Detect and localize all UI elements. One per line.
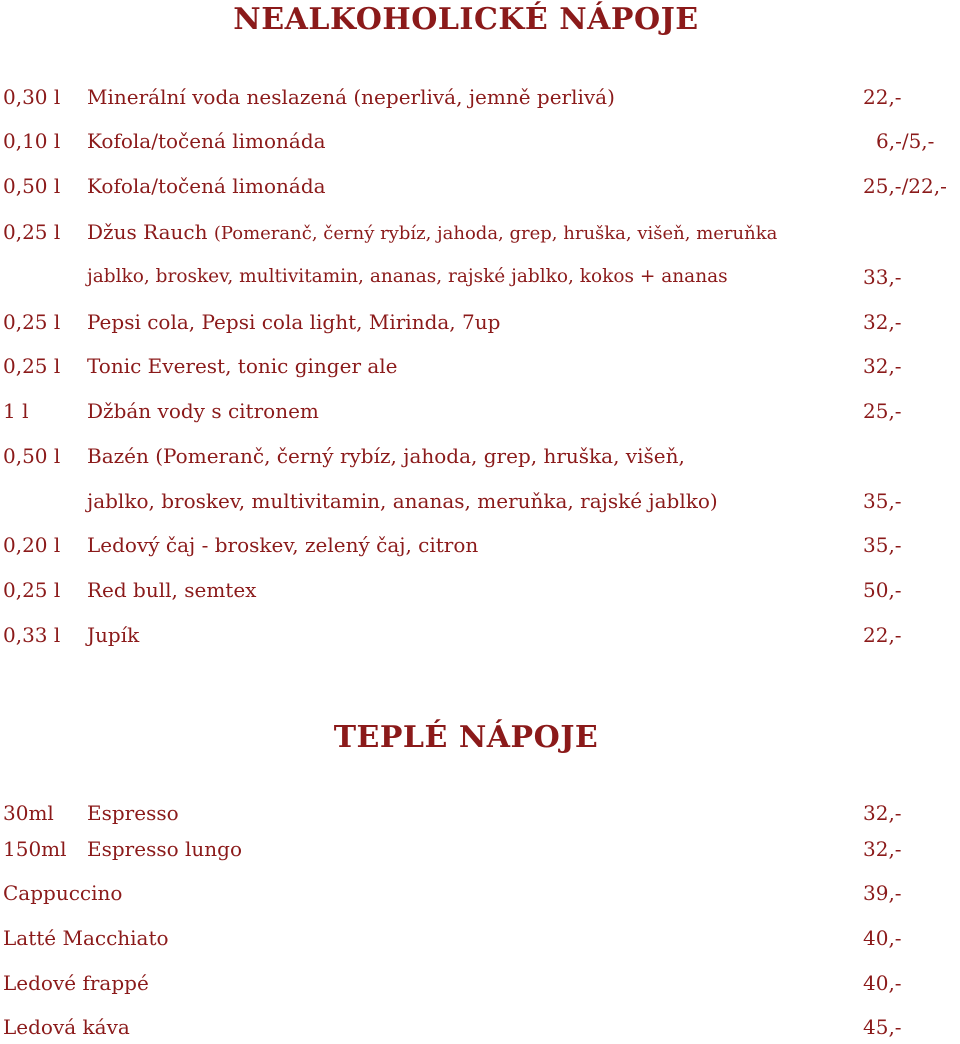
menu-row: [0, 125, 960, 157]
item-name: Kofola/točená limonáda: [87, 129, 326, 153]
price: 39,-: [863, 881, 902, 905]
item-name: Red bull, semtex: [87, 578, 257, 602]
price: 35,-: [863, 533, 902, 557]
menu-row: [0, 485, 960, 517]
menu-row: [0, 306, 960, 338]
item-name: Latté Macchiato: [3, 926, 169, 950]
menu-row: [0, 574, 960, 606]
item-name-main: Džus Rauch: [87, 220, 208, 244]
price: 50,-: [863, 578, 902, 602]
menu-row: [0, 216, 960, 248]
volume: 0,50 l: [3, 444, 61, 468]
item-name: Bazén (Pomeranč, černý rybíz, jahoda, grep, hruška, višeň,: [87, 444, 685, 468]
item-name: Espresso: [87, 801, 179, 825]
item-name: jablko, broskev, multivitamin, ananas, meruňka, rajské jablko): [87, 489, 718, 513]
volume: 0,20 l: [3, 533, 61, 557]
menu-row: [0, 833, 960, 865]
menu-row: [0, 797, 960, 829]
item-name: Pepsi cola, Pepsi cola light, Mirinda, 7up: [87, 310, 501, 334]
price: 40,-: [863, 971, 902, 995]
volume: 0,33 l: [3, 623, 61, 647]
price: 22,-: [863, 623, 902, 647]
menu-row: [0, 440, 960, 472]
price: 25,-: [863, 399, 902, 423]
price: 32,-: [863, 310, 902, 334]
item-name: Tonic Everest, tonic ginger ale: [87, 354, 398, 378]
item-name: [87, 216, 777, 250]
menu-row: [0, 395, 960, 427]
price: 32,-: [863, 837, 902, 861]
volume: 0,25 l: [3, 310, 61, 334]
item-name: Ledové frappé: [3, 971, 149, 995]
item-name: Cappuccino: [3, 881, 123, 905]
volume: 30ml: [3, 801, 54, 825]
price: 33,-: [863, 265, 902, 289]
price: 35,-: [863, 489, 902, 513]
menu-row: [0, 81, 960, 113]
price: 22,-: [863, 85, 902, 109]
item-name: Jupík: [87, 623, 140, 647]
volume: 0,10 l: [3, 129, 61, 153]
volume: 0,25 l: [3, 354, 61, 378]
price: 32,-: [863, 801, 902, 825]
menu-row: [0, 261, 960, 293]
item-name: Minerální voda neslazená (neperlivá, jemně perlivá): [87, 85, 615, 109]
volume: 150ml: [3, 837, 67, 861]
item-name: Kofola/točená limonáda: [87, 174, 326, 198]
volume: 0,25 l: [3, 220, 61, 244]
menu-row: [0, 350, 960, 382]
item-name: Espresso lungo: [87, 837, 242, 861]
menu-row: [0, 170, 960, 202]
price: 6,-/5,-: [876, 129, 935, 153]
menu-row: [0, 877, 960, 909]
menu-row: [0, 1011, 960, 1043]
volume: 0,50 l: [3, 174, 61, 198]
price: 25,-/22,-: [863, 174, 947, 198]
item-name: jablko, broskev, multivitamin, ananas, rajské jablko, kokos + ananas: [87, 266, 728, 287]
menu-row: [0, 529, 960, 561]
menu-row: [0, 967, 960, 999]
section-title-hot: TEPLÉ NÁPOJE: [333, 720, 599, 755]
item-name-detail: (Pomeranč, černý rybíz, jahoda, grep, hruška, višeň, meruňka: [213, 223, 778, 244]
item-name: Ledový čaj - broskev, zelený čaj, citron: [87, 533, 479, 557]
menu-row: [0, 922, 960, 954]
volume: 1 l: [3, 399, 29, 423]
item-name: Ledová káva: [3, 1015, 130, 1039]
price: 40,-: [863, 926, 902, 950]
volume: 0,25 l: [3, 578, 61, 602]
price: 32,-: [863, 354, 902, 378]
section-title-cold: NEALKOHOLICKÉ NÁPOJE: [233, 2, 699, 37]
menu-row: [0, 619, 960, 651]
volume: 0,30 l: [3, 85, 61, 109]
item-name: Džbán vody s citronem: [87, 399, 319, 423]
price: 45,-: [863, 1015, 902, 1039]
